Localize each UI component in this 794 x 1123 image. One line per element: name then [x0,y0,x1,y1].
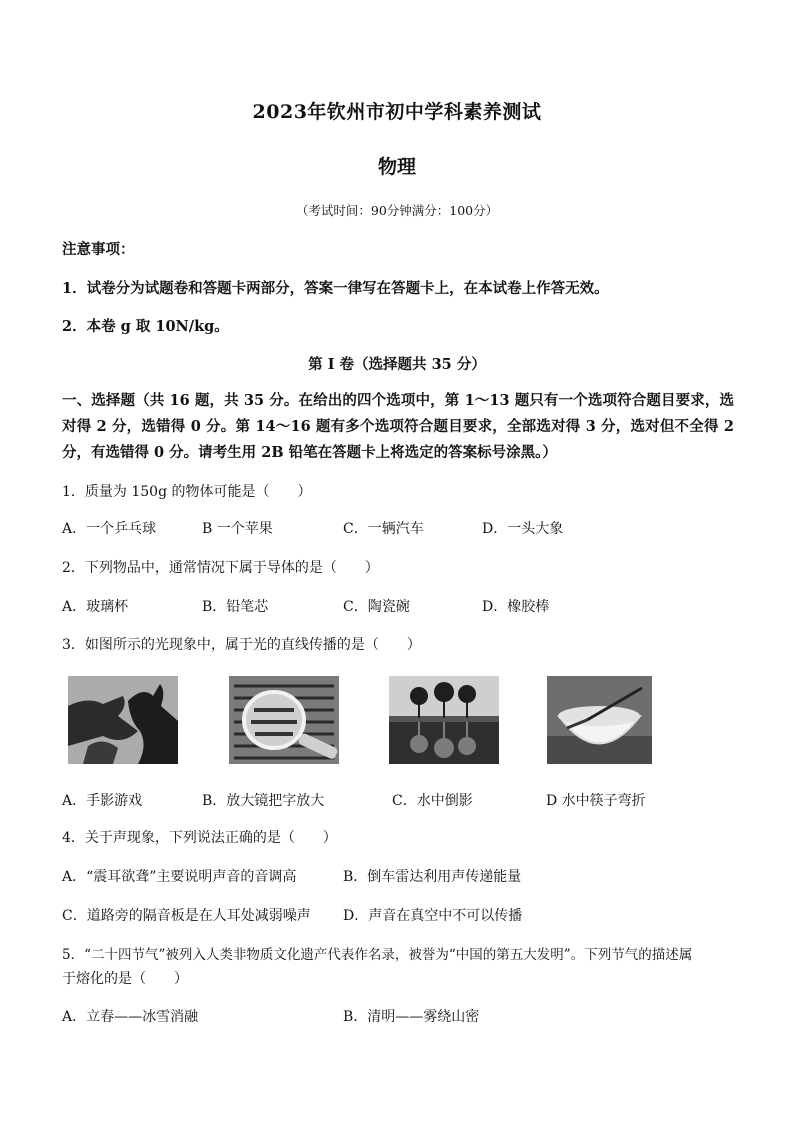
notes-item-1: 1．试卷分为试题卷和答题卡两部分，答案一律写在答题卡上，在本试卷上作答无效。 [62,280,609,297]
q5-option-b: B．清明——雾绕山密 [343,1009,480,1025]
notes-heading: 注意事项： [62,241,135,258]
exam-title: 2023年钦州市初中学科素养测试 [252,101,542,123]
question-1-stem: 1．质量为 150g 的物体可能是（ ） [62,484,312,500]
q4-option-b: B．倒车雷达利用声传递能量 [343,869,522,885]
question-2-stem: 2．下列物品中，通常情况下属于导体的是（ ） [62,560,379,576]
q3-option-d: D 水中筷子弯折 [546,793,646,809]
water-reflection-photo [389,676,499,764]
q2-option-a: A．玻璃杯 [62,599,129,615]
q5-option-a: A．立春——冰雪消融 [62,1009,199,1025]
question-4-stem: 4．关于声现象，下列说法正确的是（ ） [62,830,337,846]
hand-shadow-photo [68,676,178,764]
subject-title: 物理 [377,156,416,178]
notes-item-2: 2．本卷 g 取 10N/kg。 [62,318,229,335]
q2-option-c: C．陶瓷碗 [343,599,410,615]
q3-option-a: A．手影游戏 [62,793,143,809]
magnifier-photo [229,676,339,764]
q2-option-d: D．橡胶棒 [482,599,550,615]
q1-option-d: D．一头大象 [482,521,564,537]
q3-option-b: B．放大镜把字放大 [202,793,325,809]
exam-info: （考试时间：90分钟满分：100分） [295,203,499,218]
question-3-stem: 3．如图所示的光现象中，属于光的直线传播的是（ ） [62,637,421,653]
q3-option-c: C．水中倒影 [392,793,473,809]
section-intro: 一、选择题（共 16 题，共 35 分。在给出的四个选项中，第 1～13 题只有一个选项符合题目要求，选对得 2 分，选错得 0 分。第 14～16 题有多个选项符合题目要求，全部选对得 3 分，选对但不全得 2 分，有选错得 0 分。请考生用 2B 铅笔在答题卡上将选定的答案标号涂黑。） [62,392,734,461]
q1-option-b: B 一个苹果 [202,521,273,537]
q4-option-a: A．“震耳欲聋”主要说明声音的音调高 [62,869,297,885]
q1-option-a: A．一个乒乓球 [62,521,157,537]
q4-option-c: C．道路旁的隔音板是在人耳处减弱噪声 [62,908,311,924]
section-title: 第 I 卷（选择题共 35 分） [308,356,486,373]
q2-option-b: B．铅笔芯 [202,599,269,615]
q1-option-c: C．一辆汽车 [343,521,424,537]
question-5-stem-line-1: 5．“二十四节气”被列入人类非物质文化遗产代表作名录，被誉为“中国的第五大发明”。下列节气的描述属 [62,947,693,963]
question-5-stem-line-2: 于熔化的是（ ） [62,971,188,987]
q4-option-d: D．声音在真空中不可以传播 [343,908,523,924]
bent-chopstick-photo [547,676,652,764]
